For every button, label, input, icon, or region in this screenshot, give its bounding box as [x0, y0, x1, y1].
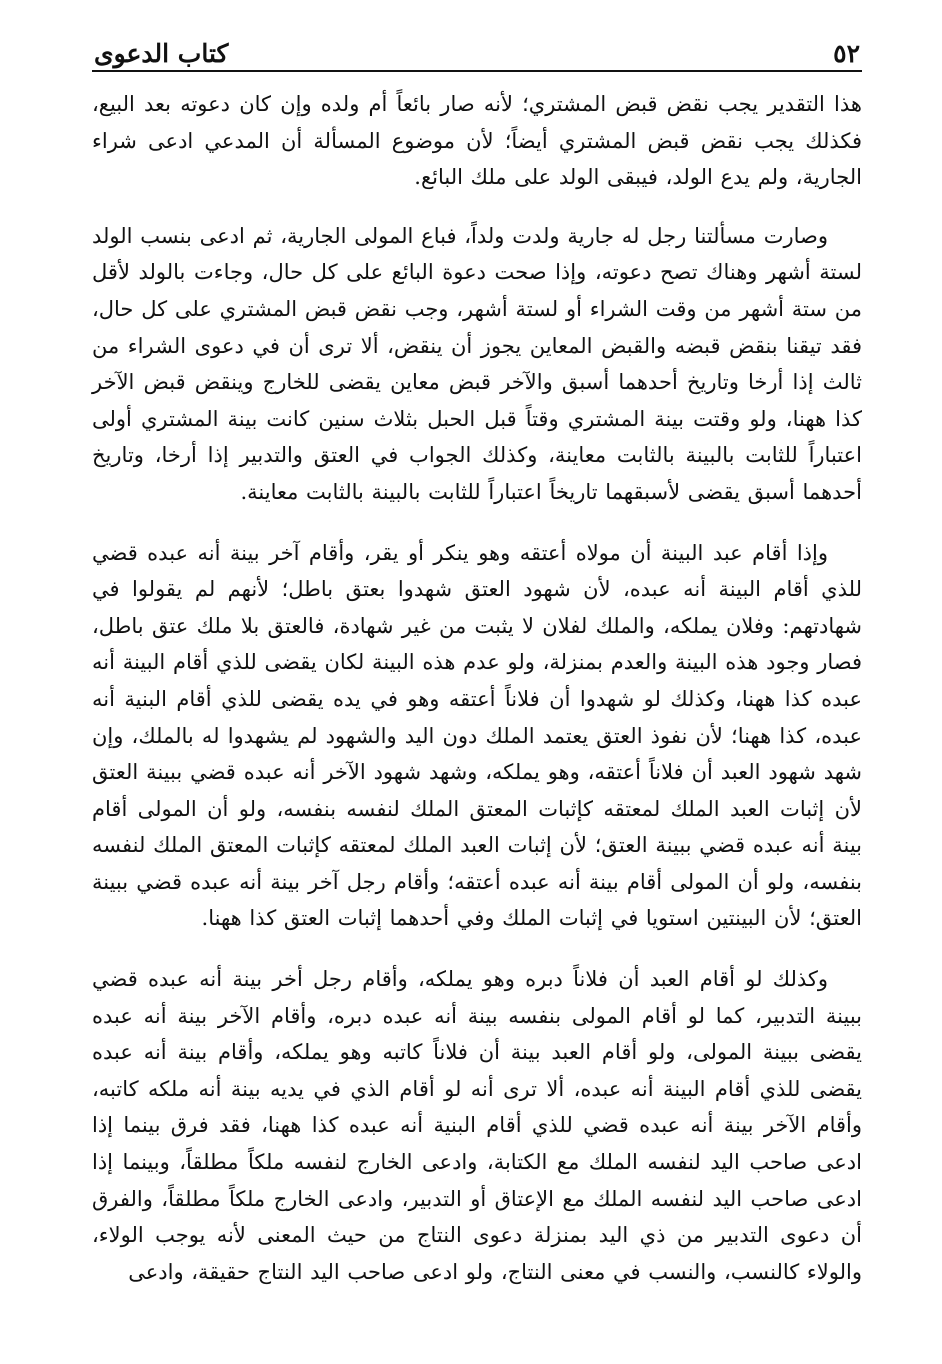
paragraph-gap: [92, 937, 862, 961]
paragraph-1: هذا التقدير يجب نقض قبض المشتري؛ لأنه صار بائعاً أم ولده وإن كان دعوته بعد البيع، فكذلك يجب نقض قبض المشتري أيضاً؛ لأن موضوع المسألة أن المدعي ادعى شراء الجارية، ولم يدع الولد، فيبقى الولد على ملك البائع.: [92, 92, 862, 190]
page-number: ٥٢: [833, 39, 860, 68]
page-header: [92, 28, 862, 72]
paragraph-gap: [92, 511, 862, 535]
paragraph-2: وصارت مسألتنا رجل له جارية ولدت ولداً، فباع المولى الجارية، ثم ادعى بنسب الولد لستة أشهر وهناك تصح دعوته، وإذا صحت دعوة البائع على كل حال، وجاءت بالولد لأقل من ستة أشهر من وقت الشراء أو لستة أشهر، وجب نقض قبض المشتري على كل حال، فقد تيقنا بنقض قبضه والقبض المعاين يجوز أن ينقض، ألا ترى أن في دعوى الشراء من ثالث إذا أرخا وتاريخ أحدهما أسبق والآخر قبض معاين يقضى للخارج وينقض قبض الآخر كذا ههنا، ولو وقتت بينة المشتري وقتاً قبل الحبل بثلاث سنين كانت بينة المشتري أولى اعتباراً للثابت بالبينة بالثابت معاينة، وكذلك الجواب في العتق والتدبير إذا أرخا، وتاريخ أحدهما أسبق يقضى لأسبقهما تاريخاً اعتباراً للثابت بالبينة بالثابت معاينة.: [92, 223, 862, 504]
book-page: [92, 28, 862, 1290]
paragraph-gap: [92, 196, 862, 218]
paragraph-4: وكذلك لو أقام العبد أن فلاناً دبره وهو يملكه، وأقام رجل أخر بينة أنه عبده قضي ببينة التدبير، كما لو أقام المولى بنفسه بينة أنه عبده دبره، وأقام الآخر بينة أنه عبده يقضى ببينة المولى، ولو أقام العبد بينة أن فلاناً كاتبه وهو يملكه، وأقام بينة أنه عبده يقضى للذي أقام البينة أنه عبده، ألا ترى أنه لو أقام الذي في يديه بينة أنه ملكه كاتبه، وأقام الآخر بينة أنه عبده قضي للذي أقام البنية أنه عبده كذا ههنا، فقد فرق بينما إذا ادعى صاحب اليد لنفسه الملك مع الكتابة، وادعى الخارج لنفسه ملكاً مطلقاً، وبينما إذا ادعى صاحب اليد لنفسه الملك مع الإعتاق أو التدبير، وادعى الخارج ملكاً مطلقاً، والفرق أن دعوى التدبير من ذي اليد بمنزلة دعوى النتاج من حيث المعنى لأنه يوجب الولاء، والولاء كالنسب، والنسب في معنى النتاج، ولو ادعى صاحب اليد النتاج حقيقة، وادعى: [92, 967, 862, 1284]
running-title: كتاب الدعوى: [94, 39, 229, 68]
page-body: [92, 86, 862, 1290]
paragraph-3: وإذا أقام عبد البينة أن مولاه أعتقه وهو ينكر أو يقر، وأقام آخر بينة أنه عبده قضي للذي أقام البينة أنه عبده، لأن شهود العتق شهدوا بعتق باطل؛ لأنهم لم يقولوا في شهادتهم: وفلان يملكه، والملك لفلان لا يثبت من غير شهادة، فالعتق بلا ملك عتق باطل، فصار وجود هذه البينة والعدم بمنزلة، ولو عدم هذه البينة لكان يقضى للذي أقام البينة أنه عبده كذا ههنا، وكذلك لو شهدوا أن فلاناً أعتقه وهو في يده يقضى للذي أقام البنية أنه عبده، كذا ههنا؛ لأن نفوذ العتق يعتمد الملك دون اليد والشهود لم يشهدوا له بالملك، وإن شهد شهود العبد أن فلاناً أعتقه، وهو يملكه، وشهد شهود الآخر أنه عبده قضي ببينة العتق لأن إثبات العبد الملك لمعتقه كإثبات المعتق الملك لنفسه بنفسه، ولو أن المولى أقام بينة أنه عبده قضي ببينة العتق؛ لأن إثبات العبد الملك لمعتقه كإثبات المعتق الملك لنفسه بنفسه، ولو أن المولى أقام بينة أنه عبده أعتقه؛ وأقام رجل آخر بينة أنه عبده قضي ببينة العتق؛ لأن البينتين استويا في إثبات الملك وفي أحدهما إثبات العتق كذا ههنا.: [92, 540, 862, 931]
